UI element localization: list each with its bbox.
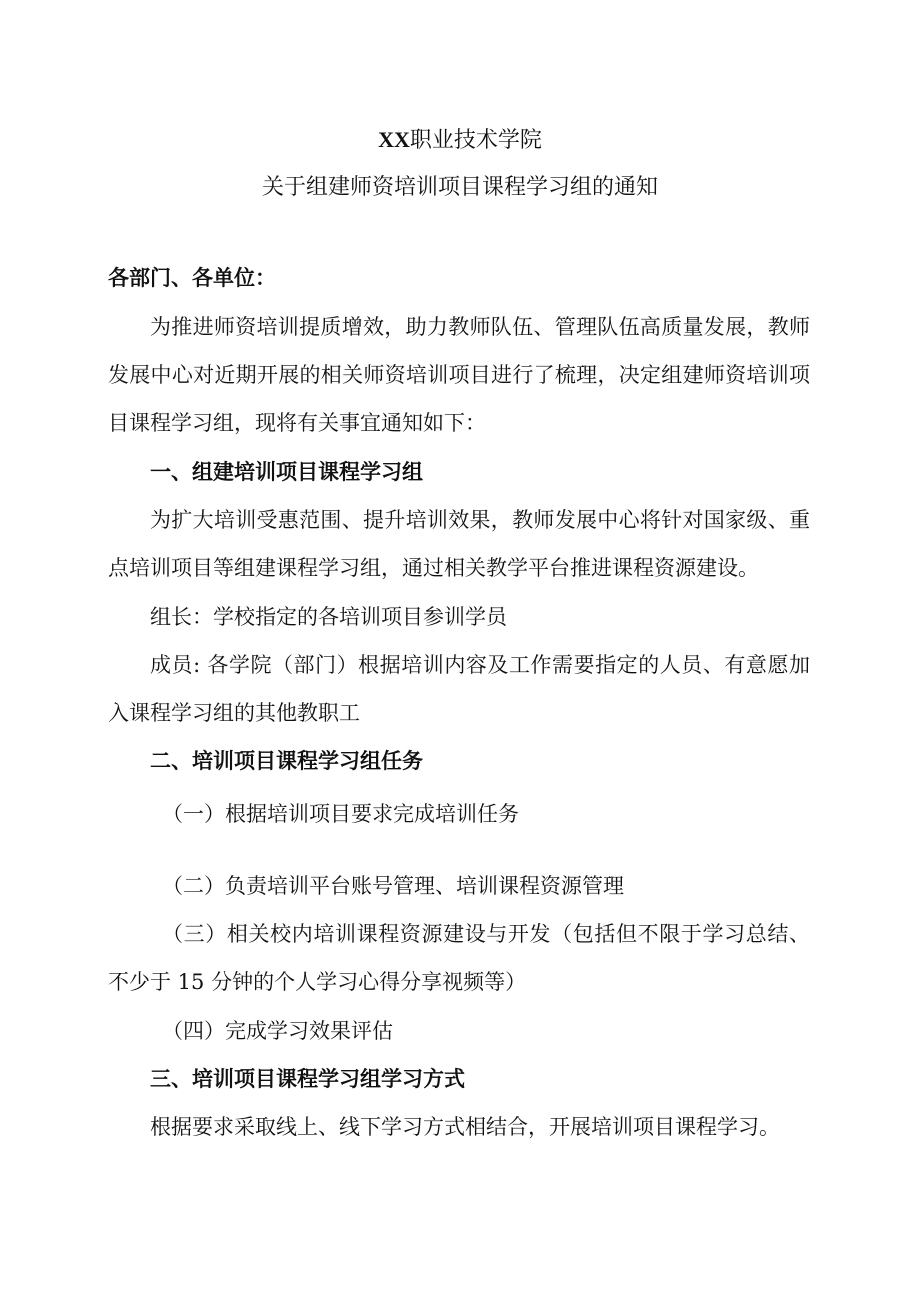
section2-item-4: （四）完成学习效果评估	[162, 1019, 393, 1043]
section1-para-line-1: 为扩大培训受惠范围、提升培训效果，教师发展中心将针对国家级、重	[150, 508, 810, 532]
title-rest: 职业技术学院	[409, 128, 542, 153]
intro-line-1: 为推进师资培训提质增效，助力教师队伍、管理队伍高质量发展，教师	[150, 315, 810, 339]
section2-item-3-line-1: （三）相关校内培训课程资源建设与开发（包括但不限于学习总结、	[162, 922, 810, 946]
section1-members-line-2: 入课程学习组的其他教职工	[108, 701, 360, 725]
salutation: 各部门、各单位：	[108, 265, 276, 290]
section2-item-2: （二）负责培训平台账号管理、培训课程资源管理	[162, 874, 624, 898]
section2-item-3-line-2: 不少于 15 分钟的个人学习心得分享视频等）	[108, 970, 527, 994]
section1-heading: 一、组建培训项目课程学习组	[150, 459, 423, 484]
section3-heading: 三、培训项目课程学习组学习方式	[150, 1066, 465, 1091]
section1-leader: 组长：学校指定的各培训项目参训学员	[150, 605, 507, 629]
document-title	[0, 126, 920, 155]
document-subtitle: 关于组建师资培训项目课程学习组的通知	[261, 175, 658, 200]
section3-para: 根据要求采取线上、线下学习方式相结合，开展培训项目课程学习。	[150, 1115, 780, 1139]
section2-heading: 二、培训项目课程学习组任务	[150, 748, 423, 773]
intro-line-3: 目课程学习组，现将有关事宜通知如下：	[108, 411, 486, 435]
section2-item-1: （一）根据培训项目要求完成培训任务	[162, 802, 519, 826]
title-prefix: XX	[378, 127, 410, 152]
intro-line-2: 发展中心对近期开展的相关师资培训项目进行了梳理，决定组建师资培训项	[108, 363, 810, 387]
section1-para-line-2: 点培训项目等组建课程学习组，通过相关教学平台推进课程资源建设。	[108, 556, 759, 580]
section1-members-line-1: 成员: 各学院（部门）根据培训内容及工作需要指定的人员、有意愿加	[150, 653, 810, 677]
